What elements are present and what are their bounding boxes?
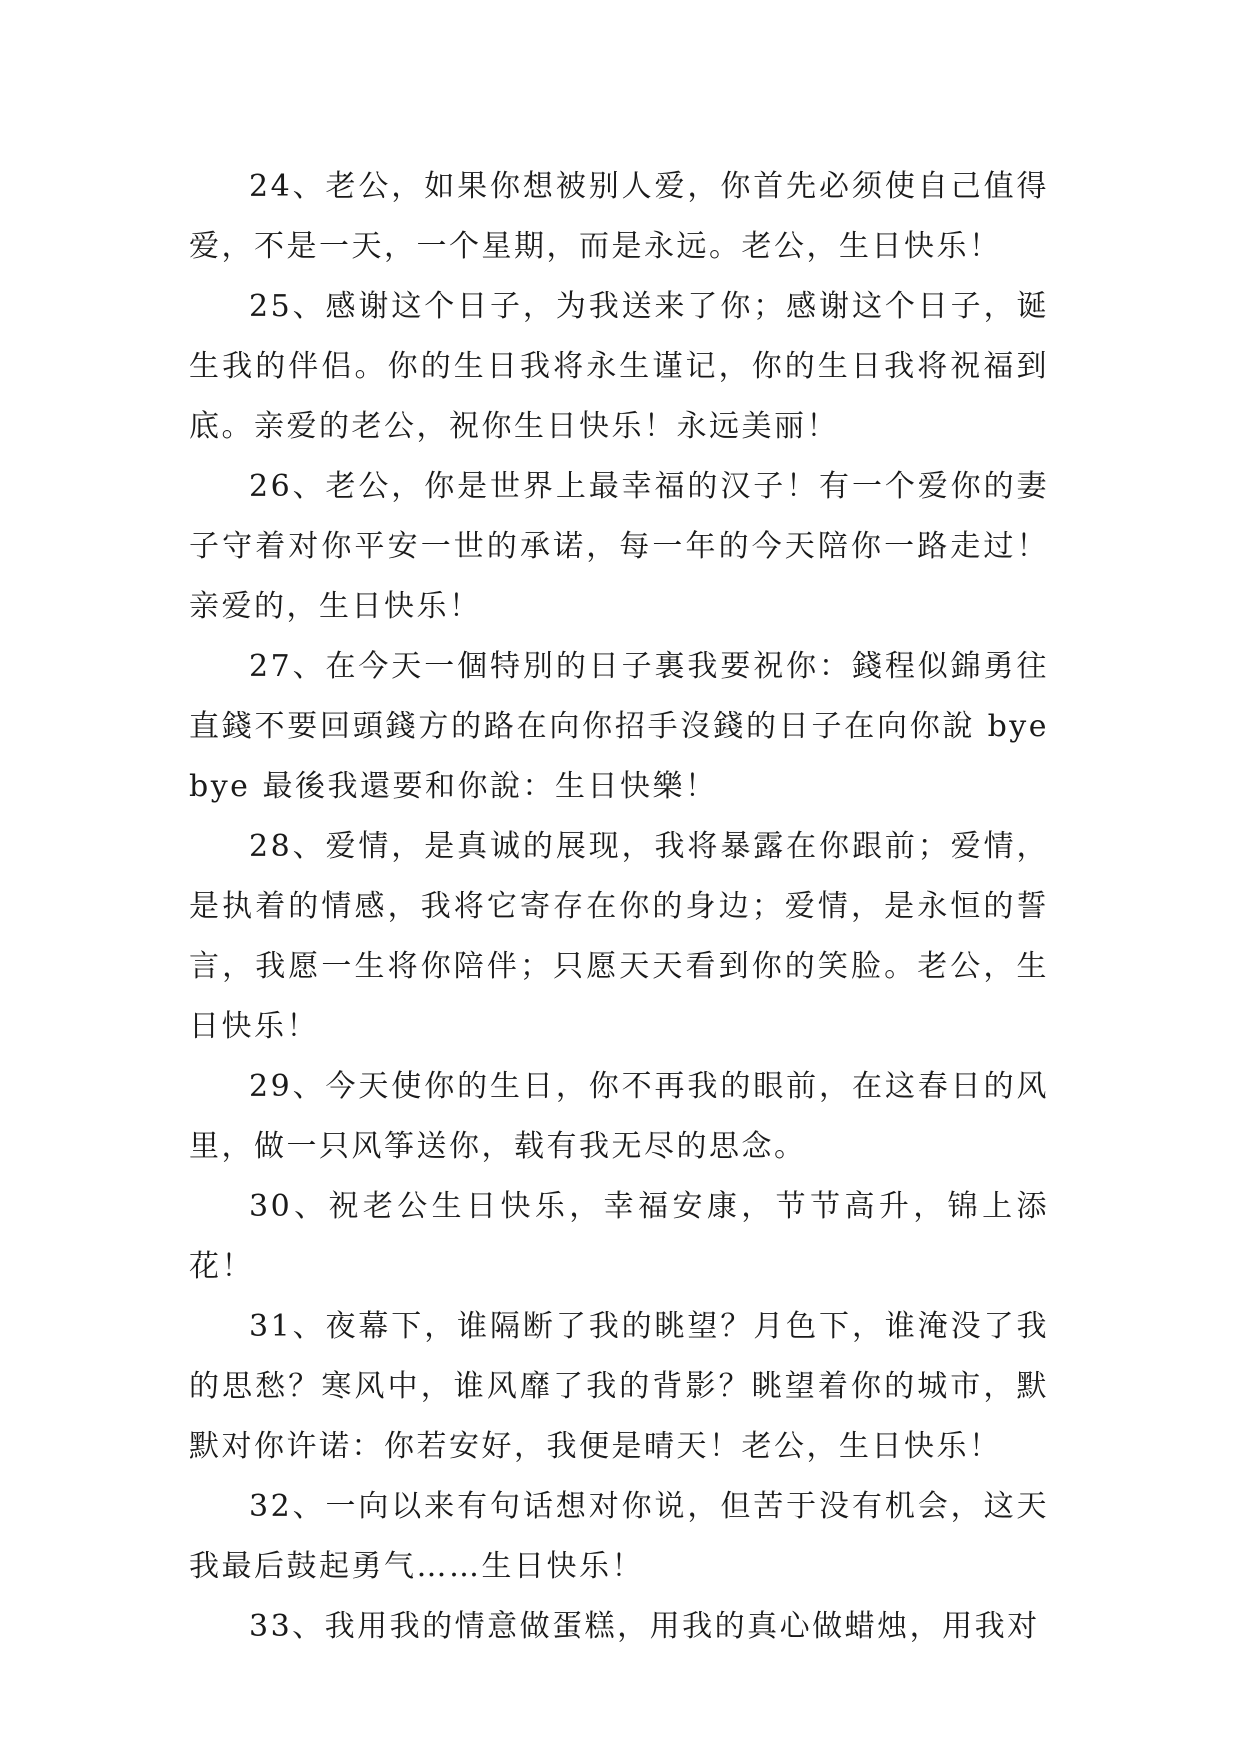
paragraph-24: 24、老公，如果你想被别人爱，你首先必须使自己值得爱，不是一天，一个星期，而是永远。老公，生日快乐！ [189, 169, 1049, 264]
paragraph-28: 28、爱情，是真诚的展现，我将暴露在你跟前；爱情，是执着的情感，我将它寄存在你的身边；爱情，是永恒的誓言，我愿一生将你陪伴；只愿天天看到你的笑脸。老公，生日快乐！ [189, 829, 1049, 1044]
paragraph-25: 25、感谢这个日子，为我送来了你；感谢这个日子，诞生我的伴侣。你的生日我将永生谨记，你的生日我将祝福到底。亲爱的老公，祝你生日快乐！永远美丽！ [189, 289, 1049, 444]
paragraph-32: 32、一向以来有句话想对你说，但苦于没有机会，这天我最后鼓起勇气……生日快乐！ [189, 1489, 1049, 1584]
paragraph-29: 29、今天使你的生日，你不再我的眼前，在这春日的风里，做一只风筝送你，载有我无尽的思念。 [189, 1069, 1049, 1164]
paragraph-26: 26、老公，你是世界上最幸福的汉子！有一个爱你的妻子守着对你平安一世的承诺，每一年的今天陪你一路走过！亲爱的，生日快乐！ [189, 469, 1049, 624]
paragraph-33: 33、我用我的情意做蛋糕，用我的真心做蜡烛，用我对 [249, 1609, 1040, 1644]
paragraph-30: 30、祝老公生日快乐，幸福安康，节节高升，锦上添花！ [189, 1189, 1049, 1284]
paragraph-27: 27、在今天一個特別的日子裏我要祝你：錢程似錦勇往直錢不要回頭錢方的路在向你招手沒錢的日子在向你說 byebye 最後我還要和你說：生日快樂！ [189, 649, 1049, 804]
document-body [189, 157, 1049, 1657]
paragraph-31: 31、夜幕下，谁隔断了我的眺望？月色下，谁淹没了我的思愁？寒风中，谁风靡了我的背影？眺望着你的城市，默默对你许诺：你若安好，我便是晴天！老公，生日快乐！ [189, 1309, 1049, 1464]
